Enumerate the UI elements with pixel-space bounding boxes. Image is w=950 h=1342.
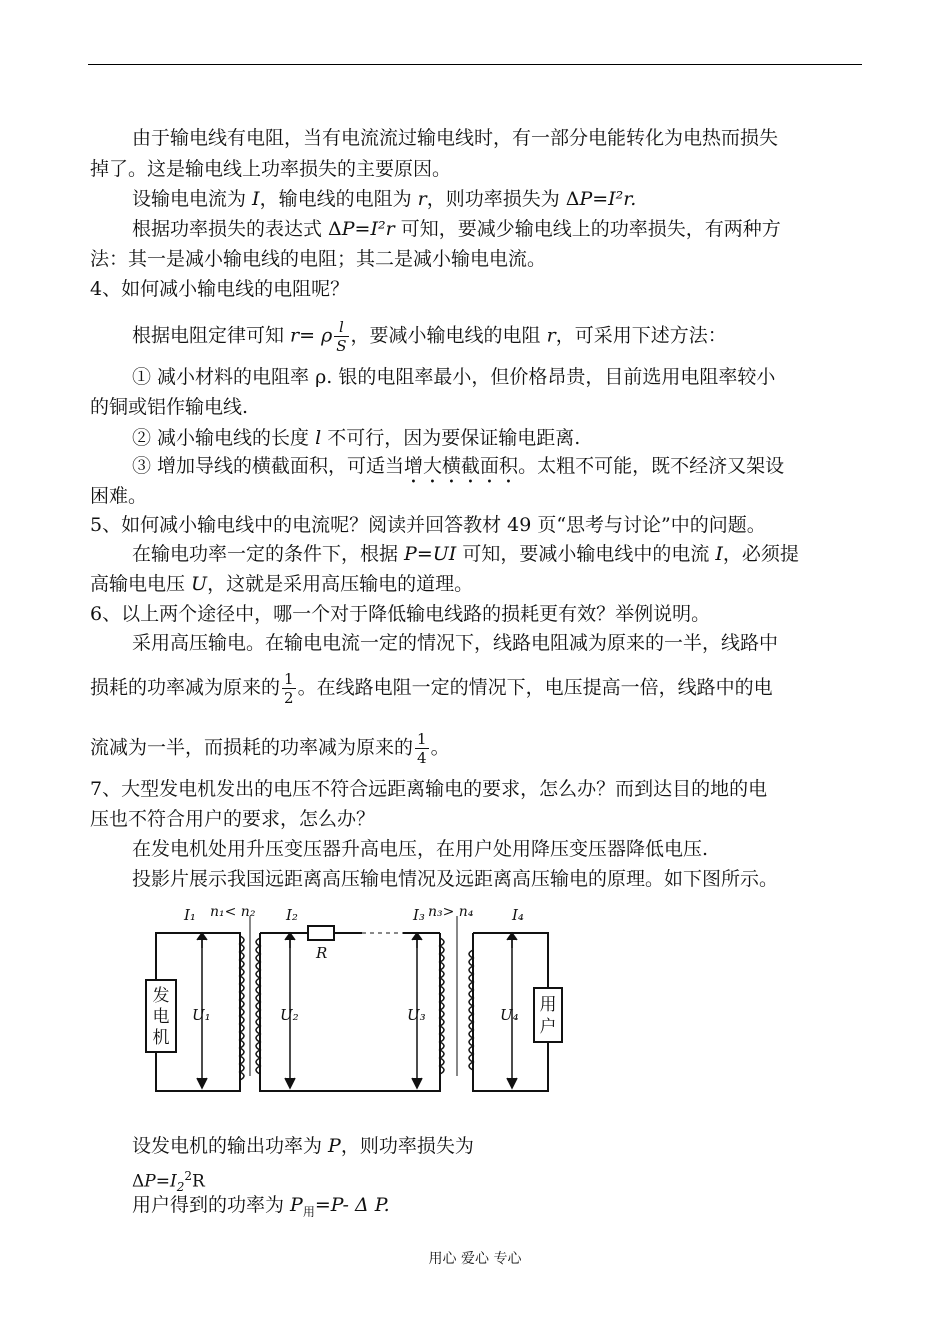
label-i1: I₁ bbox=[184, 906, 196, 924]
header-rule bbox=[88, 64, 862, 65]
method-1-line: ① 减小材料的电阻率 ρ. 银的电阻率最小，但价格昂贵，目前选用电阻率较小 bbox=[132, 366, 776, 388]
label-n34: n₃> n₄ bbox=[428, 904, 474, 920]
user-char: 户 bbox=[539, 1017, 557, 1037]
page-footer: 用心 爱心 专心 bbox=[428, 1251, 522, 1267]
paragraph-line: 采用高压输电。在输电电流一定的情况下，线路电阻减为原来的一半，线路中 bbox=[132, 632, 779, 654]
label-u4: U₄ bbox=[500, 1006, 519, 1024]
paragraph-line: 在发电机处用升压变压器升高电压，在用户处用降压变压器降低电压. bbox=[132, 838, 709, 860]
paragraph-line: 的铜或铝作输电线. bbox=[90, 396, 249, 418]
generator-char: 电 bbox=[152, 1007, 170, 1027]
paragraph-line: 在输电功率一定的条件下，根据 P=UI 可知，要减小输电线中的电流 I，必须提 bbox=[132, 543, 799, 565]
resistance-law-line: 根据电阻定律可知 r= ρ $\frac{l}{S}$ ，要减小输电线的电阻 r，可采用下述方法： bbox=[132, 318, 727, 355]
generator-char: 机 bbox=[152, 1028, 170, 1048]
question-5: 5、如何减小输电线中的电流呢？阅读并回答教材 49 页“思考与讨论”中的问题。 bbox=[90, 514, 766, 536]
resistor-r bbox=[308, 926, 334, 940]
formula-line: $\Delta P=I_2^2R$ bbox=[132, 1169, 205, 1195]
label-u2: U₂ bbox=[280, 1006, 299, 1024]
label-r: R bbox=[316, 944, 328, 962]
fraction-l-over-s: $\frac{l}{S}$ bbox=[336, 318, 347, 355]
label-i4: I₄ bbox=[512, 906, 524, 924]
generator-char: 发 bbox=[152, 986, 170, 1006]
fraction-one-quarter: $\frac{1}{4}$ bbox=[417, 730, 427, 767]
paragraph-line: 投影片展示我国远距离高压输电情况及远距离高压输电的原理。如下图所示。 bbox=[132, 868, 779, 890]
current-arrows bbox=[197, 933, 517, 948]
paragraph-line: 损耗的功率减为原来的 $\frac{1}{2}$ 。在线路电阻一定的情况下，电压提高一倍，线路中的电 bbox=[90, 670, 773, 707]
paragraph-line: 困难。 bbox=[90, 485, 148, 507]
method-3-line: ③ 增加导线的横截面积，可适当增大横截面积。太粗不可能，既不经济又架设 bbox=[132, 455, 785, 477]
paragraph-line: 掉了。这是输电线上功率损失的主要原因。 bbox=[90, 158, 452, 180]
user-char: 用 bbox=[539, 995, 557, 1015]
label-n12: n₁< n₂ bbox=[210, 904, 256, 920]
method-2-line: ② 减小输电线的长度 l 不可行，因为要保证输电距离. bbox=[132, 427, 581, 449]
label-u3: U₃ bbox=[407, 1006, 426, 1024]
label-i2: I₂ bbox=[286, 906, 298, 924]
question-4: 4、如何减小输电线的电阻呢？ bbox=[90, 278, 350, 300]
paragraph-line: 高输电电压 U，这就是采用高压输电的道理。 bbox=[90, 573, 474, 595]
question-6: 6、以上两个途径中，哪一个对于降低输电线路的损耗更有效？举例说明。 bbox=[90, 603, 711, 625]
emphasis-text: 增大横截面积 bbox=[404, 455, 519, 477]
transmission-diagram bbox=[140, 898, 570, 1103]
paragraph-line: 用户得到的功率为 $P_用=P-$ Δ P. bbox=[132, 1194, 390, 1219]
question-7: 7、大型发电机发出的电压不符合远距离输电的要求，怎么办？而到达目的地的电 bbox=[90, 778, 768, 800]
label-u1: U₁ bbox=[192, 1006, 211, 1024]
paragraph-line: 设发电机的输出功率为 P，则功率损失为 bbox=[132, 1135, 474, 1157]
paragraph-line: 流减为一半，而损耗的功率减为原来的 $\frac{1}{4}$ 。 bbox=[90, 730, 450, 767]
label-i3: I₃ bbox=[413, 906, 425, 924]
paragraph-line: 由于输电线有电阻，当有电流流过输电线时，有一部分电能转化为电热而损失 bbox=[132, 127, 779, 149]
paragraph-line: 设输电电流为 I，输电线的电阻为 r，则功率损失为 ΔP=I²r. bbox=[132, 188, 637, 210]
fraction-one-half: $\frac{1}{2}$ bbox=[284, 670, 294, 707]
paragraph-line: 法：其一是减小输电线的电阻；其二是减小输电电流。 bbox=[90, 248, 547, 270]
paragraph-line: 根据功率损失的表达式 ΔP=I²r 可知，要减少输电线上的功率损失，有两种方 bbox=[132, 218, 781, 240]
paragraph-line: 压也不符合用户的要求，怎么办？ bbox=[90, 808, 376, 830]
